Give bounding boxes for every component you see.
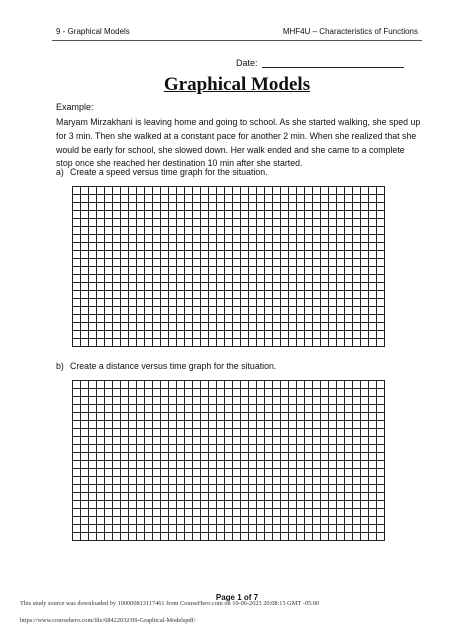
date-field xyxy=(236,58,404,68)
header-rule xyxy=(52,40,422,41)
question-a xyxy=(56,167,268,177)
question-a-letter: a) xyxy=(56,167,64,177)
date-label: Date: xyxy=(236,58,258,68)
download-notice: This study source was downloaded by 100000813117461 from CourseHero.com on 10-06-2023 20:08:15 GMT -05:00 xyxy=(20,600,320,607)
question-a-text: Create a speed versus time graph for the situation. xyxy=(70,167,268,177)
question-b-text: Create a distance versus time graph for the situation. xyxy=(70,361,277,371)
question-b xyxy=(56,361,276,371)
example-paragraph: Maryam Mirzakhani is leaving home and going to school. As she started walking, she sped up for 3 min. Then she walked at a constant pace for another 2 min. When she realized that she would be early for school, she slowed down. Her walk ended and she came to a complete stop once she reached her destination 10 min after she started. xyxy=(56,117,421,169)
example-label: Example: xyxy=(56,102,94,112)
question-b-letter: b) xyxy=(56,361,64,371)
page-number: Page 1 of 7 xyxy=(215,593,259,602)
graph-grid-b xyxy=(72,380,385,541)
date-blank-line xyxy=(262,58,404,68)
header-left: 9 - Graphical Models xyxy=(56,27,130,36)
source-url[interactable]: https://www.coursehero.com/file/68422032/09-Graphical-Modelspdf/ xyxy=(20,617,196,624)
page-title: Graphical Models xyxy=(163,74,311,95)
graph-grid-a xyxy=(72,186,385,347)
header-right: MHF4U – Characteristics of Functions xyxy=(282,27,418,36)
